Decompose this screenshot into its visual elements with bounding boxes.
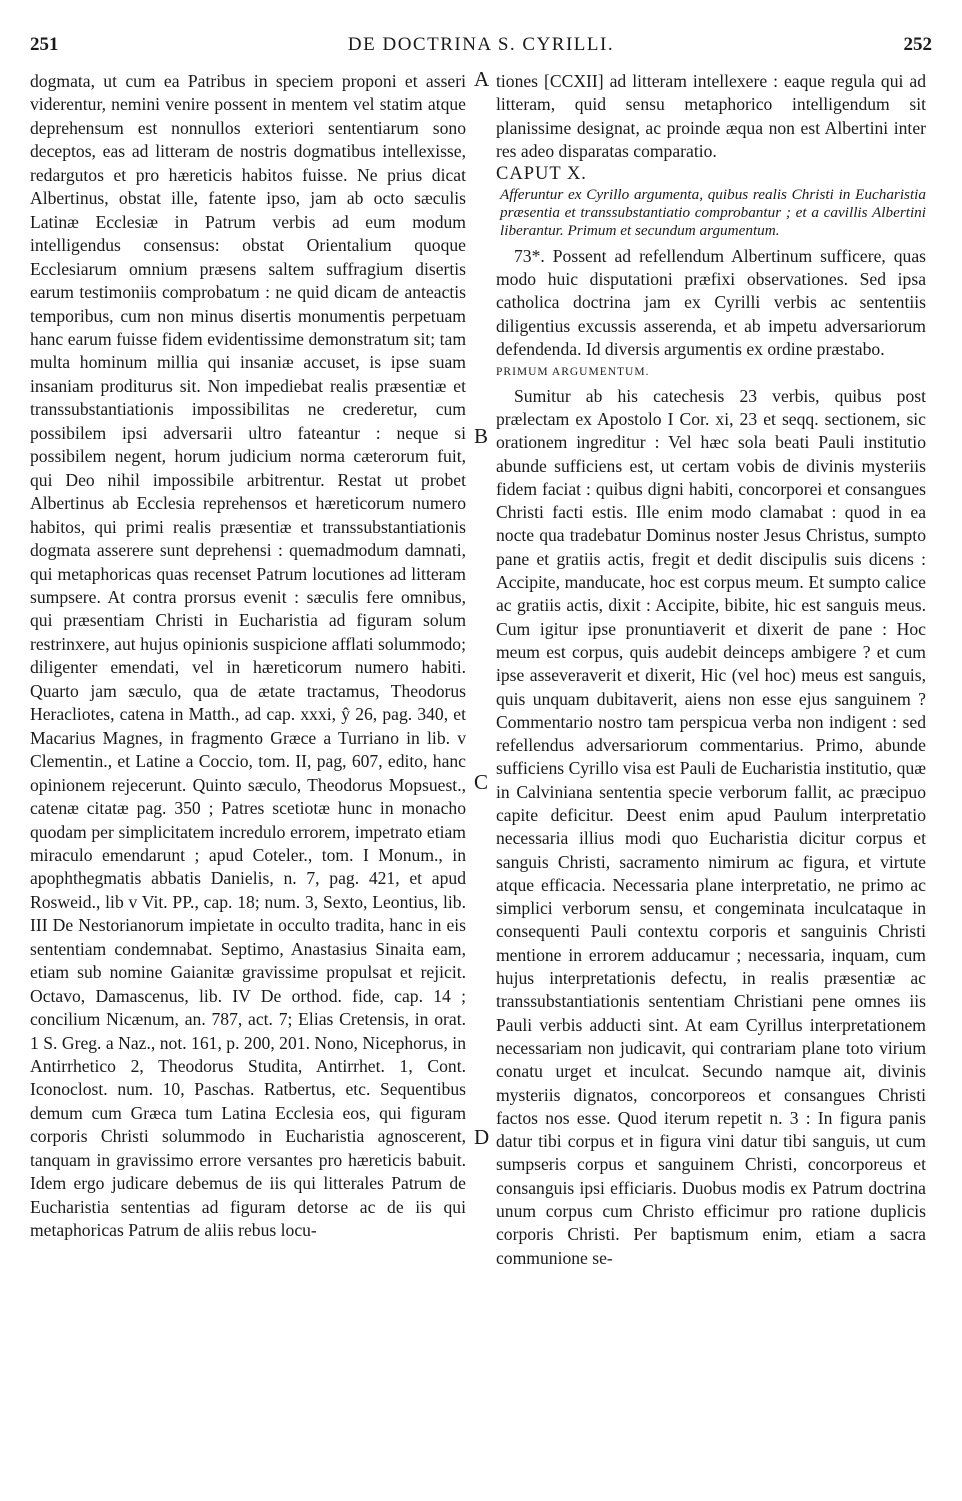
- chapter-title: CAPUT X.: [496, 164, 587, 185]
- page-number-right: 252: [903, 34, 932, 55]
- page-header: [30, 34, 932, 62]
- argument-text: Sumitur ab his catechesis 23 verbis, quibus post prælectam ex Apostolo I Cor. xi, 23 et seqq. sectionem, sic orationem ingreditur : Vel hæc sola beati Pauli institutio abunde sufficiens est, ut certam vobis de divinis mysteriis fidem faciat : quibus digni habiti, concorporei et consangues Christi facti estis. Ille enim modo clamabat : quod in ea nocte qua tradebatur Dominus noster Jesus Christus, sumpto pane et gratiis actis, fregit et dedit discipulis suis dicens : Accipite, manducate, hoc est corpus meum. Et sumpto calice ac gratiis actis, dixit : Accipite, bibite, hic est sanguis meus. Cum igitur ipse pronuntiaverit et dixerit de pane : Hoc meum est corpus, quis audebit deinceps ambigere ? et cum ipse asseveraverit et dixerit, Hic (vel hoc) meus est sanguis, quis unquam dubitaverit, aiens non esse ejus sanguinem ? Commentario nostro tam perspicua verba non indigent : sed refellendus adversariorum commentarius. Primo, abunde sufficiens Cyrillo visa est Pauli de Eucharistia institutio, quæ in Calviniana sententia specie verborum fallit, ac præcipuo capite deficitur. Deest enim apud Paulum interpretatio necessaria illius modi quo Eucharistia dicitur corpus et sanguis Christi, sacramento nimirum ac figura, et virtute atque efficacia. Necessaria plane interpretatio, ne primo ac simplici verborum sensu, et congeminata inculcataque in consequenti Pauli contextu corporis et sanguinis Christi mentione in errorem adducamur ; necessaria, inquam, cum hujus interpretationis defectu, in realis præsentiæ ac transsubstantiationis sententiam Christiani pene omnes iis Pauli verbis adducti sint. At eam Cyrillus interpretationem necessariam non judicavit, qui contrariam plane toto virium conatu urget et inculcat. Secundo namque ait, divinis mysteriis dignatos, concorporeos et consangues Christi factos nos esse. Quod iterum repetit n. 3 : In figura panis datur tibi corpus et in figura vini datur tibi sanguis, ut cum sumpseris corpus et sanguinem Christi, concorporeus et consanguis ipsi efficiaris. Duobus modis ex Patrum doctrina unum corpus cum Christo efficimur pro ratione duplicis corporis Christi. Per baptismum enim, etiam a sacra communione se-: [496, 385, 926, 1268]
- paragraph-73: 73*. Possent ad refellendum Albertinum sufficere, quas modo huic disputationi præfixi observationes. Sed ipsa catholica doctrina jam ex Cyrilli verbis ac sententiis diligentius excussis asserenda, et ab impetu adversariorum defendenda. Id diversis argumentis ex ordine præstabo.: [496, 245, 926, 360]
- chapter-summary: Afferuntur ex Cyrillo argumenta, quibus realis Christi in Eucharistia præsentia et transsubstantiatio comprobantur ; et a cavillis Albertini liberantur. Primum et secundum argumentum.: [500, 186, 926, 240]
- left-column: [30, 70, 466, 1243]
- margin-letter-b: B: [474, 424, 489, 448]
- opening-text: tiones [CCXII] ad litteram intellexere : eaque regula qui ad litteram, quid sensu metaphorico intelligendum sit planissime designat, ac proinde æqua non est Albertini inter res adeo disparatas comparatio.: [496, 71, 926, 161]
- margin-letter-a: A: [474, 67, 490, 91]
- margin-letter-d: D: [474, 1125, 490, 1149]
- right-column: [496, 70, 926, 1270]
- section-heading: PRIMUM ARGUMENTUM.: [496, 366, 650, 379]
- page-number-left: 251: [30, 34, 59, 55]
- running-title: DE DOCTRINA S. CYRILLI.: [347, 34, 615, 55]
- left-column-text: dogmata, ut cum ea Patribus in speciem proponi et asseri viderentur, nemini venire possent in mentem vel statim atque deprehensum est nonnullos exteriori sententiarum sono deceptos, eas ad litteram de nostris dogmatibus intellexisse, redargutos et pro hæreticis habitos fuisse. Ne prius dicat Albertinus, obstat ille, fatente ipso, jam ab octo sæculis Latinæ Ecclesiæ in Patrum verbis ad eum modum intelligendus consensus: obstat Orientalium quoque Ecclesiarum omnium præsens saltem suffragium disertis earum testimoniis comprobatum : ne quid dicam de anteactis temporibus, cum non minus disertis monumentis perpetuam hanc earum fuisse fidem evidentissime demonstratum sit; tam multa hominum millia qui insaniæ accuset, is ipse suam insaniam proditurus sit. Non impediebat realis præsentiæ et transsubstantiationis impossibilitas ne crederetur, cum possibilem ipsi adversarii ultro fateantur : neque si possibilem negent, horum judicium norma cæterorum fuit, qui Deo nihil impossibile arbitrentur. Restat ut probet Albertinus ab Ecclesia reprehensos et hæreticorum numero habitos, qui primi realis præsentiæ et transsubstantiationis dogmata asserere sunt deprehensi : quemadmodum damnati, qui metaphoricas quas recenset Patrum locutiones ad litteram sumpsere. At contra prorsus evenit : sæculis fere omnibus, qui præsentiam Christi in Eucharistia ad figuram solum restrinxere, aut hujus opinionis suspicione afflati solummodo; diligenter emendati, vel in hæreticorum numero habiti. Quarto jam sæculo, qua de ætate tractamus, Theodorus Heracliotes, catena in Matth., ad cap. xxxi, ŷ 26, pag. 340, et Macarius Magnes, in fragmento Græce a Turriano in lib. v Clementin., et Latine a Coccio, tom. II, pag, 607, edito, hanc opinionem rejecerunt. Quinto sæculo, Theodorus Mopsuest., catenæ citatæ pag. 350 ; Patres scetiotæ hunc in monacho quodam per simplicitatem incredulo errorem, impetrato etiam miraculo emendarunt ; apud Coteler., tom. I Monum., in apophthegmatis abbatis Danielis, n. 7, pag. 421, et apud Rosweid., lib v Vit. PP., cap. 18; num. 3, Sexto, Leontius, lib. III De Nestorianorum impietate in occulto tradita, hanc in eis sententiam condemnabat. Septimo, Anastasius Sinaita eam, etiam sub nomine Gaianitæ gravissime propulsat et rejicit. Octavo, Damascenus, lib. IV De orthod. fide, cap. 14 ; concilium Nicænum, an. 787, act. 7; Elias Cretensis, in orat. 1 S. Greg. a Naz., not. 161, p. 200, 201. Nono, Nicephorus, in Antirrhetico 2, Theodorus Studita, Antirrhet. 1, Cont. Iconoclost. num. 10, Paschas. Ratbertus, etc. Sequentibus demum cum Græca tum Latina Ecclesia eos, qui figuram corporis Christi solummodo in Eucharistia agnoscerent, tanquam in gravissimo errore versantes pro hæreticis babuit. Idem ergo judicare debemus de iis qui litterales Patrum de Eucharistia sententias ad figuram detorse ac de iis qui metaphoricas Patrum de aliis rebus locu-: [30, 71, 466, 1241]
- margin-letter-c: C: [474, 770, 489, 794]
